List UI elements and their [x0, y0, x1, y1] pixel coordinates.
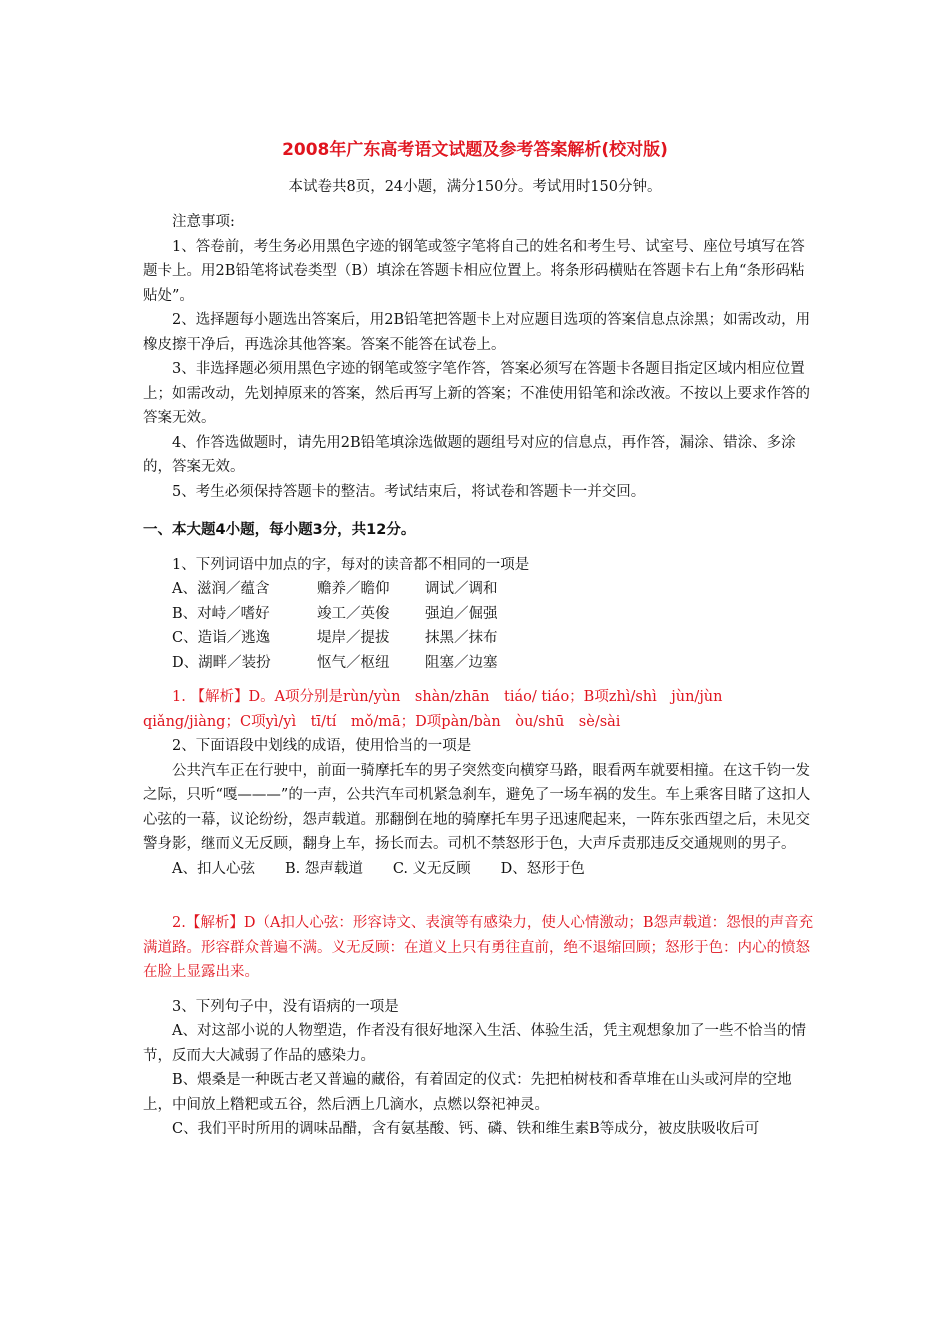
option-cell: A、滋润／蕴含 [172, 581, 270, 597]
option-row [172, 577, 815, 602]
option-item: C. 义无反顾 [392, 860, 471, 877]
option-cell: 强迫／倔强 [425, 605, 498, 622]
notice-item: 3、非选择题必须用黑色字迹的钢笔或签字笔作答，答案必须写在答题卡各题目指定区域内相应位置上；如需改动，先划掉原来的答案，然后再写上新的答案；不准使用铅笔和涂改液。不按以上要求作答的答案无效。 [143, 361, 810, 426]
question-option: A、对这部小说的人物塑造，作者没有很好地深入生活、体验生活，凭主观想象加了一些不恰当的情节，反而大大减弱了作品的感染力。 [143, 1023, 806, 1064]
option-cell: C、造诣／逃逸 [172, 630, 271, 646]
question-passage: 公共汽车正在行驶中，前面一骑摩托车的男子突然变向横穿马路，眼看两车就要相撞。在这千钧一发之际，只听“嘎———”的一声，公共汽车司机紧急刹车，避免了一场车祸的发生。车上乘客目睹了这扣人心弦的一幕，议论纷纷，怨声载道。那翻倒在地的骑摩托车男子迅速爬起来，一阵东张西望之后，未见交警身影，继而义无反顾，翻身上车，扬长而去。司机不禁怒形于色，大声斥责那违反交通规则的男子。 [143, 762, 811, 852]
option-cell: D、湖畔／装扮 [172, 654, 271, 671]
question-stem: 3、下列句子中，没有语病的一项是 [172, 998, 399, 1015]
option-row [172, 602, 815, 627]
option-cell: 竣工／英俊 [317, 605, 390, 622]
answer-analysis: qiǎng/jiàng；C项yì/yì tī/tí mǒ/mā；D项pàn/bàn òu/shū sè/sài [143, 713, 621, 730]
section-heading: 一、本大题4小题，每小题3分，共12分。 [143, 522, 416, 538]
question-options [172, 857, 815, 882]
option-row [172, 626, 815, 651]
option-item: B. 怨声载道 [284, 860, 363, 877]
option-item: D、怒形于色 [500, 860, 585, 877]
notice-item: 4、作答选做题时，请先用2B铅笔填涂选做题的题组号对应的信息点，再作答，漏涂、错涂、多涂的，答案无效。 [143, 434, 796, 475]
question-option: B、煨桑是一种既古老又普遍的藏俗，有着固定的仪式：先把柏树枝和香草堆在山头或河岸的空地上，中间放上糌粑或五谷，然后洒上几滴水，点燃以祭祀神灵。 [143, 1072, 792, 1113]
answer-analysis: 2.【解析】D（A扣人心弦：形容诗文、表演等有感染力，使人心情激动；B怨声载道：怨恨的声音充满道路。形容群众普遍不满。义无反顾：在道义上只有勇往直前，绝不退缩回顾；怒形于色：内心的愤怒在脸上显露出来。 [143, 915, 814, 980]
option-row [172, 651, 815, 676]
document-body [143, 210, 815, 1142]
option-cell: 抹黑／抹布 [425, 630, 498, 646]
option-cell: 调试／调和 [425, 581, 498, 597]
notice-item: 1、答卷前，考生务必用黑色字迹的钢笔或签字笔将自己的姓名和考生号、试室号、座位号填写在答题卡上。用2B铅笔将试卷类型（B）填涂在答题卡相应位置上。将条形码横贴在答题卡右上角“条形码粘贴处”。 [143, 238, 805, 304]
notice-item: 2、选择题每小题选出答案后，用2B铅笔把答题卡上对应题目选项的答案信息点涂黑；如需改动，用橡皮擦干净后，再选涂其他答案。答案不能答在试卷上。 [143, 312, 811, 353]
notice-item: 5、考生必须保持答题卡的整洁。考试结束后，将试卷和答题卡一并交回。 [172, 483, 646, 500]
question-options [172, 577, 815, 675]
option-item: A、扣人心弦 [172, 860, 255, 877]
option-cell: 阻塞／边塞 [425, 654, 498, 671]
option-cell: 堤岸／提拔 [317, 630, 390, 646]
question-option: C、我们平时所用的调味品醋，含有氨基酸、钙、磷、铁和维生素B等成分，被皮肤吸收后可 [172, 1121, 760, 1137]
question-stem: 1、下列词语中加点的字，每对的读音都不相同的一项是 [172, 556, 530, 573]
option-cell: 赡养／瞻仰 [317, 581, 390, 597]
answer-analysis: 1. 【解析】D。A项分别是rùn/yùn shàn/zhān tiáo/ tiáo；B项zhì/shì jùn/jùn [172, 689, 723, 705]
option-cell: 怄气／枢纽 [317, 654, 390, 671]
question-stem: 2、下面语段中划线的成语，使用恰当的一项是 [172, 738, 472, 754]
page-title: 2008年广东高考语文试题及参考答案解析(校对版) [282, 140, 668, 160]
page-subtitle: 本试卷共8页，24小题，满分150分。考试用时150分钟。 [288, 179, 662, 195]
option-cell: B、对峙／嗜好 [172, 605, 270, 622]
notice-heading: 注意事项: [172, 214, 235, 230]
